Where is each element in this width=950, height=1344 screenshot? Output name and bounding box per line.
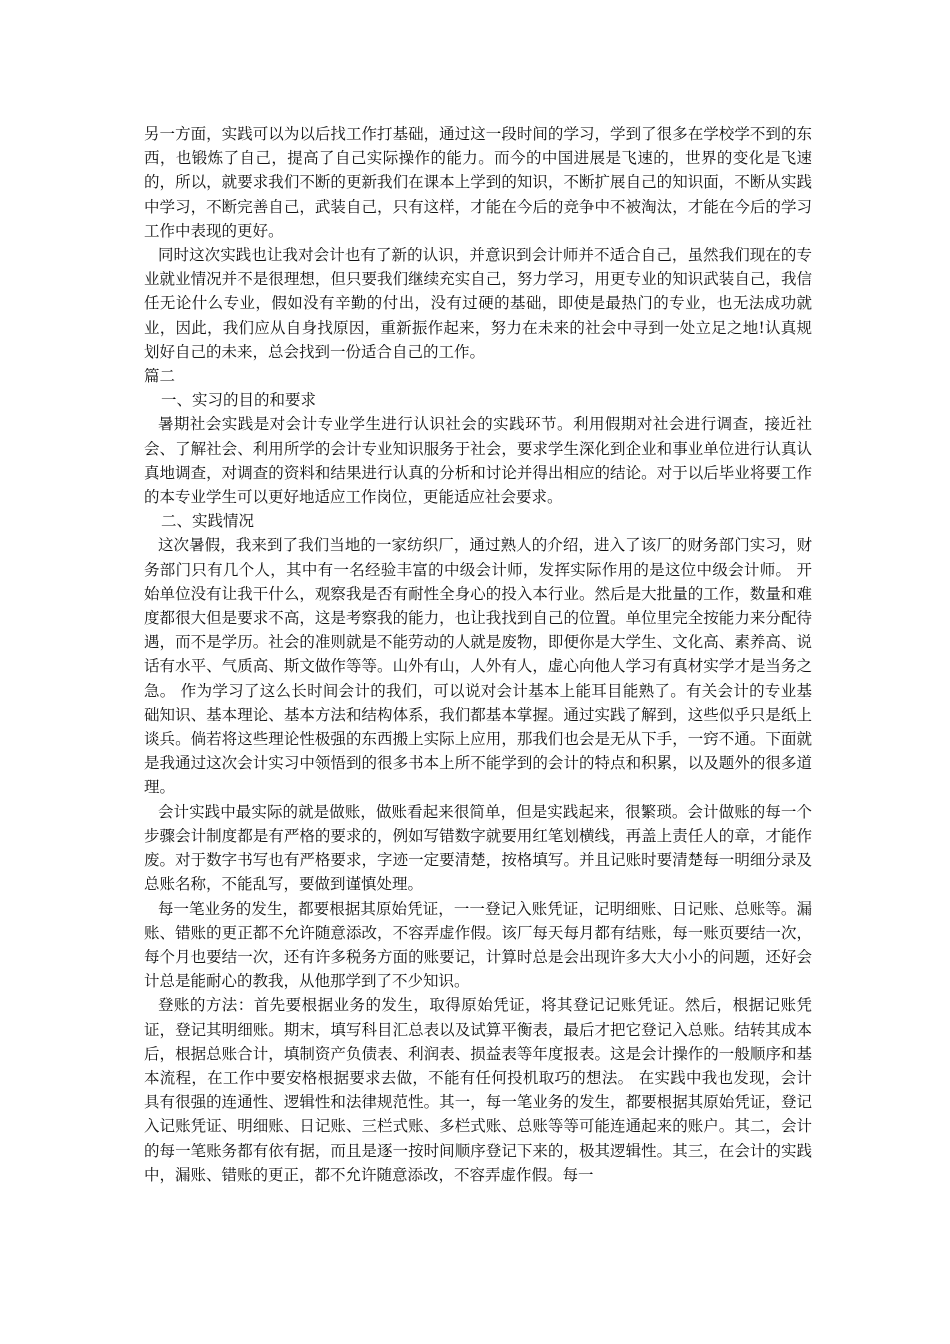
document-body: [144, 122, 812, 1187]
paragraph-bookkeeping: 会计实践中最实际的就是做账，做账看起来很简单，但是实践起来，很繁琐。会计做账的每一个步骤会计制度都是有严格的要求的，例如写错数字就要用红笔划横线，再盖上责任人的章，才能作废。对于数字书写也有严格要求，字迹一定要清楚，按格填写。并且记账时要清楚每一明细分录及总账名称，不能乱写，要做到谨慎处理。: [144, 802, 812, 894]
heading-practice-situation: 二、实践情况: [161, 512, 255, 531]
heading-internship-purpose: 一、实习的目的和要求: [161, 391, 317, 410]
paragraph-summer-practice: 暑期社会实践是对会计专业学生进行认识社会的实践环节。利用假期对社会进行调查，接近社会、了解社会、利用所学的会计专业知识服务于社会，要求学生深化到企业和事业单位进行认真认真地调查，对调查的资料和结果进行认真的分析和讨论并得出相应的结论。对于以后毕业将要工作的本专业学生可以更好地适应工作岗位，更能适应社会要求。: [144, 415, 812, 507]
section-heading-part-two: 篇二: [144, 367, 176, 386]
paragraph-posting-method: 登账的方法：首先要根据业务的发生，取得原始凭证，将其登记记账凭证。然后，根据记账凭证，登记其明细账。期末，填写科目汇总表以及试算平衡表，最后才把它登记入总账。结转其成本后，根据总账合计，填制资产负债表、利润表、损益表等年度报表。这是会计操作的一般顺序和基本流程，在工作中要安格根据要求去做，不能有任何投机取巧的想法。 在实践中我也发现，会计具有很强的连通性、逻辑性和法律规范性。其一，每一笔业务的发生，都要根据其原始凭证，登记入记账凭证、明细账、日记账、三栏式账、多栏式账、总账等等可能连通起来的账户。其二，会计的每一笔账务都有依有据，而且是逐一按时间顺序登记下来的，极其逻辑性。其三，在会计的实践中，漏账、错账的更正，都不允许随意添改，不容弄虚作假。每一: [144, 996, 812, 1184]
paragraph-business-transactions: 每一笔业务的发生，都要根据其原始凭证，一一登记入账凭证，记明细账、日记账、总账等。漏账、错账的更正都不允许随意添改，不容弄虚作假。该厂每天每月都有结账，每一账页要结一次，每个月也要结一次，还有许多税务方面的账要记，计算时总是会出现许多大大小小的问题，还好会计总是能耐心的教我，从他那学到了不少知识。: [144, 899, 812, 991]
paragraph-practice-foundation: 另一方面，实践可以为以后找工作打基础，通过这一段时间的学习，学到了很多在学校学不到的东西，也锻炼了自己，提高了自己实际操作的能力。而今的中国进展是飞速的，世界的变化是飞速的，所以，就要求我们不断的更新我们在课本上学到的知识，不断扩展自己的知识面，不断从实践中学习，不断完善自己，武装自己，只有这样，才能在今后的竞争中不被淘汰，才能在今后的学习工作中表现的更好。: [144, 125, 812, 240]
paragraph-new-understanding: 同时这次实践也让我对会计也有了新的认识，并意识到会计师并不适合自己，虽然我们现在的专业就业情况并不是很理想，但只要我们继续充实自己，努力学习，用更专业的知识武装自己，我信任无论什么专业，假如没有辛勤的付出，没有过硬的基础，即使是最热门的专业，也无法成功就业，因此，我们应从自身找原因，重新振作起来，努力在未来的社会中寻到一处立足之地!认真规划好自己的未来，总会找到一份适合自己的工作。: [144, 246, 812, 361]
paragraph-textile-factory: 这次暑假，我来到了我们当地的一家纺织厂，通过熟人的介绍，进入了该厂的财务部门实习，财务部门只有几个人，其中有一名经验丰富的中级会计师，发挥实际作用的是这位中级会计师。 开始单位没有让我干什么，观察我是否有耐性全身心的投入本行业。然后是大批量的工作，数量和难度都很大但是要求不高，这是考察我的能力，也让我找到自己的位置。单位里完全按能力来分配待遇，而不是学历。社会的准则就是不能劳动的人就是废物，即便你是大学生、文化高、素养高、说话有水平、气质高、斯文做作等等。山外有山，人外有人，虚心向他人学习有真材实学才是当务之急。 作为学习了这么长时间会计的我们，可以说对会计基本上能耳目能熟了。有关会计的专业基础知识、基本理论、基本方法和结构体系，我们都基本掌握。通过实践了解到，这些似乎只是纸上谈兵。倘若将这些理论性极强的东西搬上实际上应用，那我们也会是无从下手，一窍不通。下面就是我通过这次会计实习中领悟到的很多书本上所不能学到的会计的特点和积累，以及题外的很多道理。: [144, 536, 812, 797]
